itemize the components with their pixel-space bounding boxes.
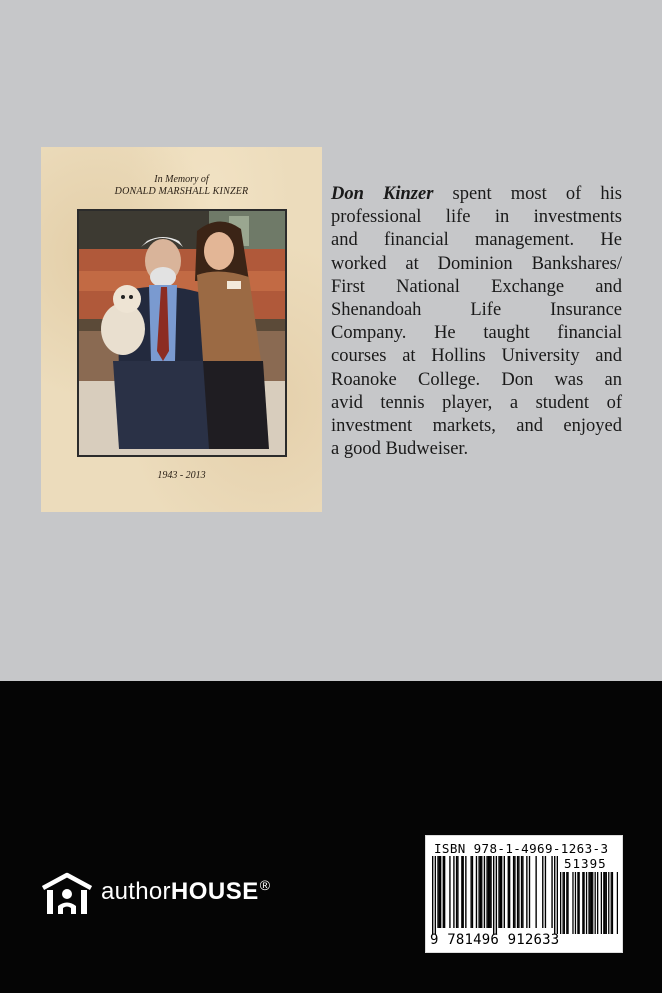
barcode-bar xyxy=(535,856,536,928)
memorial-name: DONALD MARSHALL KINZER xyxy=(114,186,249,197)
barcode-bar xyxy=(526,856,527,928)
addon-bar xyxy=(608,872,609,934)
barcode-bar xyxy=(517,856,518,928)
addon-bar xyxy=(603,872,604,934)
ean-digits: 9 781496 912633 xyxy=(430,932,560,948)
barcode-bar xyxy=(542,856,543,928)
barcode-bar xyxy=(437,856,438,928)
author-name: Don Kinzer xyxy=(331,184,434,204)
bio-line: Roanoke College. Don was an xyxy=(331,369,622,390)
bio-line: a good Budweiser. xyxy=(331,439,469,460)
price-code: 51395 xyxy=(564,856,607,871)
barcode-bar xyxy=(513,856,514,928)
barcode-bar xyxy=(486,856,487,928)
barcode-bar xyxy=(551,856,552,928)
publisher-wordmark: authorHOUSE® xyxy=(101,877,271,905)
addon-bar xyxy=(588,872,589,934)
addon-bar xyxy=(567,872,568,934)
barcode-bar xyxy=(440,856,441,928)
barcode-bar xyxy=(449,856,450,928)
addon-bar xyxy=(575,872,576,934)
addon-bar xyxy=(601,872,602,934)
photo-illustration xyxy=(79,211,285,455)
addon-bar xyxy=(564,872,565,934)
barcode-bar xyxy=(504,856,505,928)
barcode-bar xyxy=(443,856,444,928)
addon-bar xyxy=(590,872,591,934)
addon-bar xyxy=(604,872,605,934)
barcode-bar xyxy=(522,856,523,928)
addon-bar xyxy=(592,872,593,934)
barcode-bar xyxy=(432,856,433,934)
bio-line: and financial management. He xyxy=(331,230,622,251)
addon-bar xyxy=(583,872,584,934)
addon-bar xyxy=(595,872,596,934)
barcode-bar xyxy=(509,856,510,928)
barcode-bar xyxy=(476,856,477,928)
barcode-bar xyxy=(481,856,482,928)
bio-line: professional life in investments xyxy=(331,207,622,228)
bio-line: Shenandoah Life Insurance xyxy=(331,299,622,320)
barcode-bar xyxy=(489,856,490,928)
barcode-bar xyxy=(557,856,558,934)
addon-bar xyxy=(597,872,598,934)
addon-bar xyxy=(560,872,561,934)
addon-bar xyxy=(577,872,578,934)
barcode-bar xyxy=(465,856,466,928)
barcode-bar xyxy=(480,856,481,928)
addon-barcode-bars xyxy=(560,872,618,936)
isbn-barcode xyxy=(425,835,623,953)
ean-barcode-bars xyxy=(432,856,558,936)
barcode-bar xyxy=(439,856,440,928)
barcode-bar xyxy=(453,856,454,928)
barcode-bar xyxy=(484,856,485,928)
author-bio xyxy=(331,183,622,461)
barcode-bar xyxy=(463,856,464,928)
memorial-years: 1943 - 2013 xyxy=(157,470,206,481)
barcode-bar xyxy=(490,856,491,928)
authorhouse-logo-icon xyxy=(40,872,94,918)
memorial-photo xyxy=(77,209,287,457)
barcode-bar xyxy=(514,856,515,928)
barcode-bar xyxy=(529,856,530,928)
bio-line: First National Exchange and xyxy=(331,276,622,297)
bio-line: Company. He taught financial xyxy=(331,323,622,344)
barcode-bar xyxy=(498,856,499,928)
addon-bar xyxy=(579,872,580,934)
isbn-label: ISBN 978-1-4969-1263-3 xyxy=(434,841,609,856)
addon-bar xyxy=(566,872,567,934)
bio-line: avid tennis player, a student of xyxy=(331,392,622,413)
barcode-bar xyxy=(444,856,445,928)
barcode-bar xyxy=(508,856,509,928)
bio-line: investment markets, and enjoyed xyxy=(331,415,622,436)
barcode-bar xyxy=(554,856,555,934)
bio-line: Don Kinzer spent most of his xyxy=(331,184,623,204)
barcode-bar xyxy=(488,856,489,928)
bio-line: worked at Dominion Bankshares/ xyxy=(331,253,622,274)
barcode-bar xyxy=(496,856,497,934)
barcode-bar xyxy=(456,856,457,928)
barcode-bar xyxy=(545,856,546,928)
addon-bar xyxy=(562,872,563,934)
addon-bar xyxy=(591,872,592,934)
barcode-bar xyxy=(478,856,479,928)
bio-line: courses at Hollins University and xyxy=(331,346,622,367)
barcode-bar xyxy=(472,856,473,928)
barcode-bar xyxy=(435,856,436,934)
memorial-card xyxy=(41,147,322,512)
addon-bar xyxy=(582,872,583,934)
barcode-bar xyxy=(521,856,522,928)
barcode-bar xyxy=(500,856,501,928)
addon-bar xyxy=(586,872,587,934)
memorial-heading: In Memory of xyxy=(154,174,209,185)
barcode-bar xyxy=(457,856,458,928)
barcode-bar xyxy=(493,856,494,934)
addon-bar xyxy=(572,872,573,934)
barcode-bar xyxy=(470,856,471,928)
addon-bar xyxy=(617,872,618,934)
addon-bar xyxy=(606,872,607,934)
addon-bar xyxy=(612,872,613,934)
barcode-bar xyxy=(518,856,519,928)
publisher-logo xyxy=(40,872,300,918)
addon-bar xyxy=(611,872,612,934)
barcode-bar xyxy=(461,856,462,928)
barcode-bar xyxy=(501,856,502,928)
